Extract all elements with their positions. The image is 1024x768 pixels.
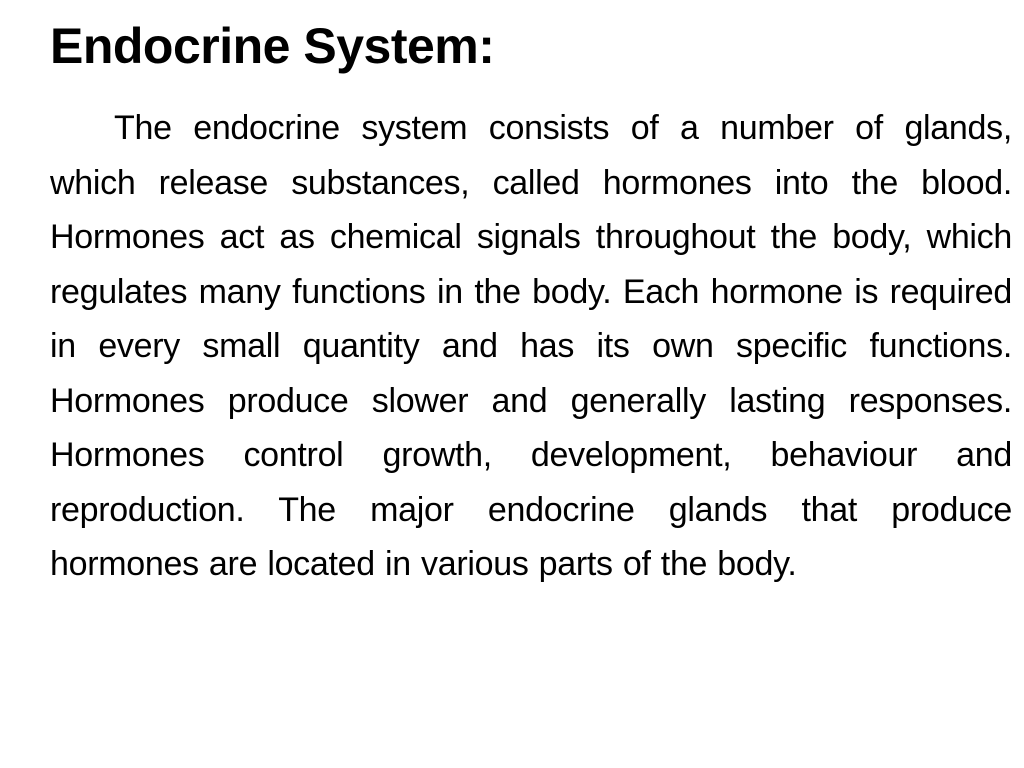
slide-body-paragraph: The endocrine system consists of a number of glands, which release substances, called hormones into the blood. Hormones act as chemical signals throughout the body, which regulates many functions in the body. Each hormone is required in every small quantity and has its own specific functions. Hormones produce slower and generally lasting responses. Hormones control growth, development, behaviour and reproduction. The major endocrine glands that produce hormones are located in various parts of the body. [50,109,1012,583]
slide-title: Endocrine System: [50,18,495,74]
